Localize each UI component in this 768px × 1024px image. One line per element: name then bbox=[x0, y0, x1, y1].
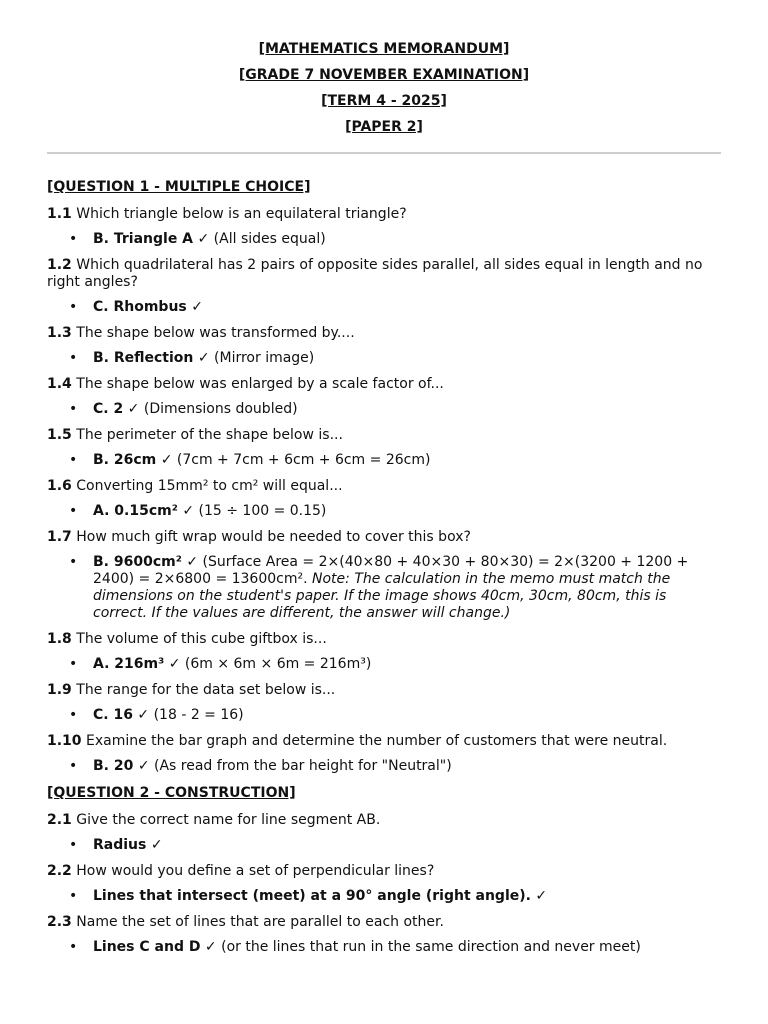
answer-explanation: (Surface Area = 2×(40×80 + 40×30 + 80×30) = 2×(3200 + 1200 + 2400) = 2×6800 = 13600cm². bbox=[93, 554, 689, 587]
answer-item bbox=[93, 888, 721, 905]
section-heading: [QUESTION 1 - MULTIPLE CHOICE] bbox=[47, 179, 311, 195]
question bbox=[47, 427, 721, 444]
question bbox=[47, 812, 721, 829]
question-number: 1.6 bbox=[47, 478, 72, 494]
answer-label: Lines that intersect (meet) at a 90° angle (right angle). bbox=[93, 888, 531, 904]
question bbox=[47, 529, 721, 546]
answer-item bbox=[93, 656, 721, 673]
check-mark-icon: ✓ bbox=[150, 837, 163, 853]
question-text: Give the correct name for line segment AB. bbox=[76, 812, 381, 828]
check-mark-icon: ✓ bbox=[127, 401, 140, 417]
check-mark-icon: ✓ bbox=[535, 888, 548, 904]
answer-explanation: (18 - 2 = 16) bbox=[153, 707, 244, 723]
question-text: Which triangle below is an equilateral triangle? bbox=[76, 206, 407, 222]
question-number: 1.5 bbox=[47, 427, 72, 443]
answer-label: Lines C and D bbox=[93, 939, 201, 955]
check-mark-icon: ✓ bbox=[182, 503, 195, 519]
question-number: 1.9 bbox=[47, 682, 72, 698]
answer-item bbox=[93, 939, 721, 956]
check-mark-icon: ✓ bbox=[137, 758, 150, 774]
answer-item bbox=[93, 837, 721, 854]
check-mark-icon: ✓ bbox=[197, 231, 210, 247]
exam-title: [GRADE 7 NOVEMBER EXAMINATION] bbox=[238, 67, 530, 83]
answer-item bbox=[93, 350, 721, 367]
question-number: 1.10 bbox=[47, 733, 82, 749]
question bbox=[47, 257, 721, 291]
question bbox=[47, 631, 721, 648]
answer-label: B. 9600cm² bbox=[93, 554, 182, 570]
answer-item bbox=[93, 503, 721, 520]
check-mark-icon: ✓ bbox=[168, 656, 181, 672]
answer-item bbox=[93, 231, 721, 248]
question-text: Examine the bar graph and determine the number of customers that were neutral. bbox=[86, 733, 668, 749]
answer-note: Note: The calculation in the memo must match the dimensions on the student's paper. If the image shows 40cm, 30cm, 80cm, this is correct. If the values are different, the answer will change.) bbox=[93, 571, 671, 621]
question-text: How much gift wrap would be needed to cover this box? bbox=[76, 529, 471, 545]
section-heading: [QUESTION 2 - CONSTRUCTION] bbox=[47, 785, 296, 801]
answer-list bbox=[47, 837, 721, 854]
question-text: The shape below was enlarged by a scale factor of... bbox=[76, 376, 444, 392]
answer-list bbox=[47, 939, 721, 956]
check-mark-icon: ✓ bbox=[191, 299, 203, 315]
answer-list bbox=[47, 503, 721, 520]
answer-label: A. 0.15cm² bbox=[93, 503, 178, 519]
check-mark-icon: ✓ bbox=[186, 554, 199, 570]
answer-label: Radius bbox=[93, 837, 147, 853]
answer-label: B. 20 bbox=[93, 758, 134, 774]
answer-list bbox=[47, 758, 721, 775]
question-number: 1.3 bbox=[47, 325, 72, 341]
question-number: 1.1 bbox=[47, 206, 72, 222]
question-number: 2.3 bbox=[47, 914, 72, 930]
check-mark-icon: ✓ bbox=[137, 707, 150, 723]
question bbox=[47, 325, 721, 342]
answer-list bbox=[47, 888, 721, 905]
question-number: 2.1 bbox=[47, 812, 72, 828]
question-number: 1.7 bbox=[47, 529, 72, 545]
question-text: The range for the data set below is... bbox=[76, 682, 336, 698]
question bbox=[47, 376, 721, 393]
answer-explanation: (Dimensions doubled) bbox=[143, 401, 298, 417]
answer-explanation: (7cm + 7cm + 6cm + 6cm = 26cm) bbox=[176, 452, 431, 468]
check-mark-icon: ✓ bbox=[160, 452, 173, 468]
question bbox=[47, 206, 721, 223]
question bbox=[47, 863, 721, 880]
answer-list bbox=[47, 350, 721, 367]
answer-list bbox=[47, 401, 721, 418]
header-divider bbox=[47, 152, 721, 154]
answer-label: C. 2 bbox=[93, 401, 124, 417]
term-title: [TERM 4 - 2025] bbox=[321, 93, 447, 109]
answer-label: C. 16 bbox=[93, 707, 133, 723]
answer-explanation: (15 ÷ 100 = 0.15) bbox=[198, 503, 327, 519]
check-mark-icon: ✓ bbox=[197, 350, 210, 366]
answer-explanation: (All sides equal) bbox=[213, 231, 326, 247]
answer-label: C. Rhombus bbox=[93, 299, 187, 315]
paper-title: [PAPER 2] bbox=[345, 119, 423, 135]
answer-item bbox=[93, 554, 721, 622]
answer-list bbox=[47, 656, 721, 673]
answer-item bbox=[93, 758, 721, 775]
question-text: Which quadrilateral has 2 pairs of opposite sides parallel, all sides equal in length and no right angles? bbox=[47, 257, 703, 290]
answer-item bbox=[93, 401, 721, 418]
answer-explanation: (or the lines that run in the same direction and never meet) bbox=[221, 939, 641, 955]
answer-item bbox=[93, 707, 721, 724]
answer-explanation: (As read from the bar height for "Neutral") bbox=[154, 758, 452, 774]
question-text: Converting 15mm² to cm² will equal... bbox=[76, 478, 343, 494]
answer-explanation: (6m × 6m × 6m = 216m³) bbox=[184, 656, 372, 672]
question-text: The perimeter of the shape below is... bbox=[76, 427, 343, 443]
check-mark-icon: ✓ bbox=[204, 939, 217, 955]
answer-list bbox=[47, 452, 721, 469]
answer-label: B. Triangle A bbox=[93, 231, 194, 247]
question-number: 1.8 bbox=[47, 631, 72, 647]
question-text: How would you define a set of perpendicular lines? bbox=[76, 863, 435, 879]
question-number: 1.4 bbox=[47, 376, 72, 392]
answer-list bbox=[47, 231, 721, 248]
answer-list bbox=[47, 707, 721, 724]
question bbox=[47, 914, 721, 931]
answer-list bbox=[47, 554, 721, 622]
question-number: 2.2 bbox=[47, 863, 72, 879]
answer-label: B. Reflection bbox=[93, 350, 194, 366]
question bbox=[47, 682, 721, 699]
answer-item bbox=[93, 452, 721, 469]
question-number: 1.2 bbox=[47, 257, 72, 273]
question-text: The volume of this cube giftbox is... bbox=[76, 631, 327, 647]
answer-label: B. 26cm bbox=[93, 452, 157, 468]
memo-title: [MATHEMATICS MEMORANDUM] bbox=[258, 41, 510, 57]
answer-explanation: (Mirror image) bbox=[214, 350, 315, 366]
question-text: Name the set of lines that are parallel to each other. bbox=[76, 914, 444, 930]
answer-item bbox=[93, 299, 721, 316]
answer-list bbox=[47, 299, 721, 316]
answer-label: A. 216m³ bbox=[93, 656, 165, 672]
question-text: The shape below was transformed by.... bbox=[76, 325, 355, 341]
question bbox=[47, 478, 721, 495]
memo-content bbox=[47, 178, 721, 956]
question bbox=[47, 733, 721, 750]
